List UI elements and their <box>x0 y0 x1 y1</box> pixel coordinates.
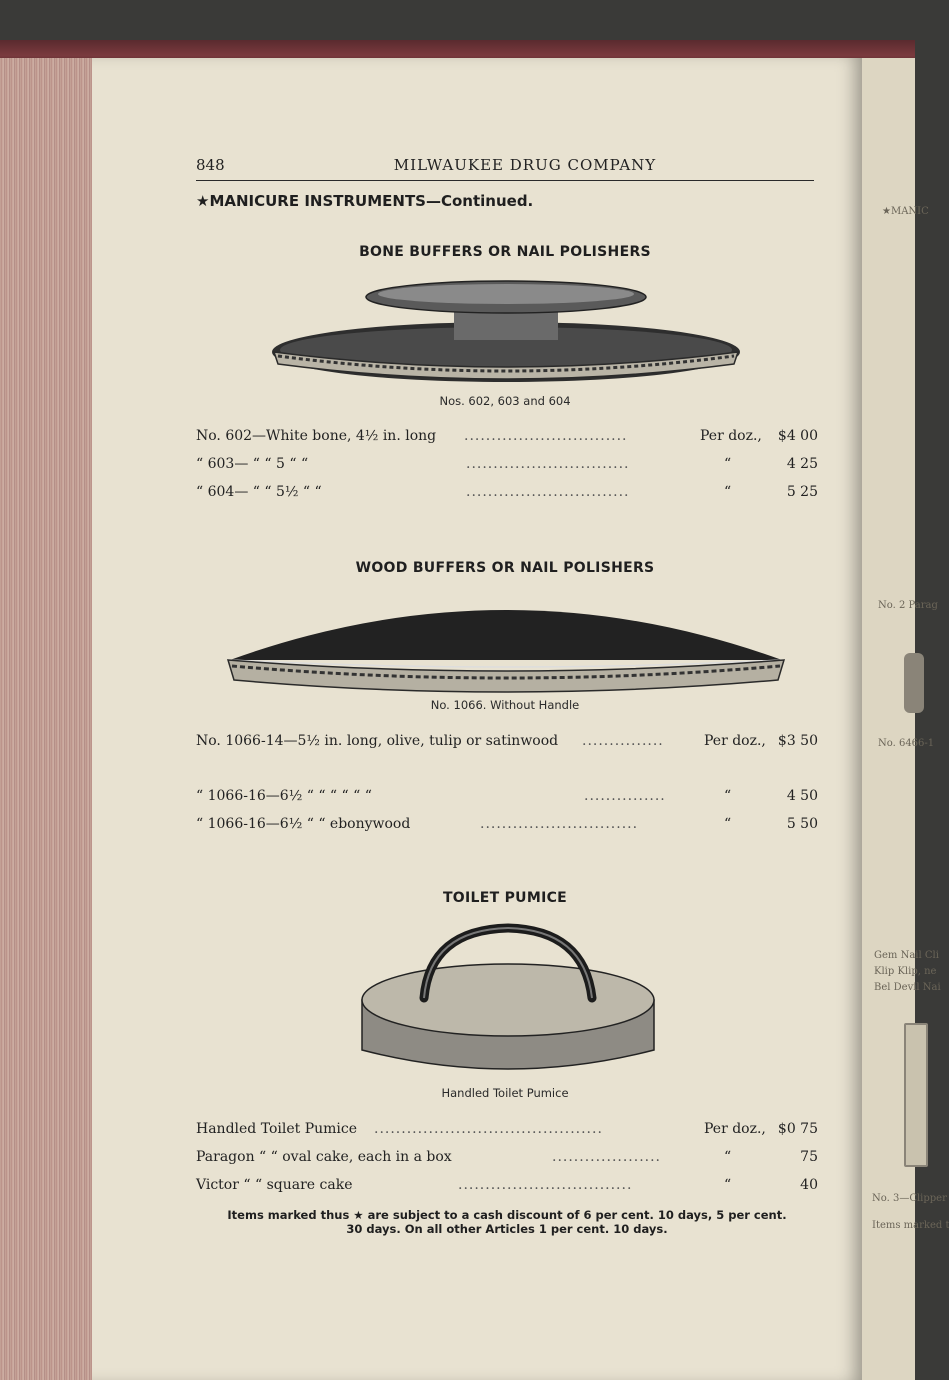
dot-leader: .............................. <box>466 484 630 500</box>
price-row <box>196 456 818 476</box>
toilet-pumice-illustration <box>358 920 658 1084</box>
item-price: 75 <box>800 1149 818 1165</box>
discount-note-line: 30 days. On all other Articles 1 per cent. 10 days. <box>346 1222 668 1236</box>
item-description: No. 602—White bone, 4½ in. long <box>196 428 437 444</box>
item-price: $4 00 <box>777 428 818 444</box>
price-row <box>196 1121 818 1141</box>
adjacent-illustration <box>904 1023 928 1167</box>
adjacent-fragment: No. 3—Clipper <box>872 1193 947 1204</box>
page-number: 848 <box>196 156 225 174</box>
adjacent-fragment: Items marked t <box>872 1220 949 1231</box>
toilet-pumice-title: TOILET PUMICE <box>442 890 568 906</box>
dot-leader: ............... <box>582 733 664 749</box>
adjacent-illustration <box>904 653 924 713</box>
page-edges <box>0 58 96 1380</box>
item-description: No. 1066-14—5½ in. long, olive, tulip or satinwood <box>196 733 559 749</box>
item-unit: Per doz., <box>704 733 766 749</box>
item-price: $3 50 <box>777 733 818 749</box>
item-unit: Per doz., <box>704 1121 766 1137</box>
bone-buffers-caption: Nos. 602, 603 and 604 <box>439 394 571 408</box>
running-header <box>196 154 814 181</box>
price-row <box>196 788 818 808</box>
item-description: “ 1066-16—6½ “ “ “ “ “ “ <box>196 788 372 804</box>
price-row <box>196 484 818 504</box>
item-unit: “ <box>724 1177 732 1193</box>
price-row <box>196 428 818 448</box>
price-row <box>196 1149 818 1169</box>
section-heading: ★MANICURE INSTRUMENTS—Continued. <box>196 192 534 210</box>
company-name: MILWAUKEE DRUG COMPANY <box>393 156 657 174</box>
item-unit: “ <box>724 788 732 804</box>
item-unit: “ <box>724 1149 732 1165</box>
wood-buffer-illustration <box>224 600 788 700</box>
item-description: Victor “ “ square cake <box>196 1177 353 1193</box>
discount-note <box>196 1208 818 1236</box>
dot-leader: .............................. <box>464 428 628 444</box>
price-row <box>196 816 818 836</box>
bone-buffers-title: BONE BUFFERS OR NAIL POLISHERS <box>359 244 651 260</box>
item-unit: “ <box>724 456 732 472</box>
dot-leader: .................... <box>552 1149 662 1165</box>
adjacent-fragment: Klip Klip, ne <box>874 966 937 977</box>
item-unit: Per doz., <box>700 428 762 444</box>
adjacent-fragment: Gem Nail Cli <box>874 950 939 961</box>
item-description: “ 603— “ “ 5 “ “ <box>196 456 309 472</box>
dot-leader: .............................. <box>466 456 630 472</box>
item-price: 4 25 <box>786 456 818 472</box>
item-price: 5 25 <box>786 484 818 500</box>
item-unit: “ <box>724 816 732 832</box>
dot-leader: ............... <box>584 788 666 804</box>
adjacent-fragment: No. 2 Parag <box>878 600 938 611</box>
item-description: “ 604— “ “ 5½ “ “ <box>196 484 322 500</box>
toilet-pumice-caption: Handled Toilet Pumice <box>441 1086 569 1100</box>
item-description: “ 1066-16—6½ “ “ ebonywood <box>196 816 411 832</box>
wood-buffers-caption: No. 1066. Without Handle <box>430 698 580 712</box>
dot-leader: ............................. <box>480 816 639 832</box>
price-row <box>196 733 818 753</box>
wood-buffers-title: WOOD BUFFERS OR NAIL POLISHERS <box>355 560 655 576</box>
item-description: Handled Toilet Pumice <box>196 1121 358 1137</box>
adjacent-page <box>862 58 949 1380</box>
discount-note-line: Items marked thus ★ are subject to a cash discount of 6 per cent. 10 days, 5 per cent. <box>227 1208 787 1222</box>
item-price: 5 50 <box>786 816 818 832</box>
adjacent-fragment: Bel Devil Nai <box>874 982 941 993</box>
dot-leader: .......................................... <box>374 1121 603 1137</box>
price-row <box>196 1177 818 1197</box>
item-price: 4 50 <box>786 788 818 804</box>
dot-leader: ................................ <box>458 1177 633 1193</box>
item-unit: “ <box>724 484 732 500</box>
item-price: $0 75 <box>777 1121 818 1137</box>
bone-buffer-illustration <box>268 270 744 392</box>
adjacent-fragment: No. 6466-1 <box>878 738 935 749</box>
adjacent-fragment: ★MANIC <box>882 206 929 217</box>
item-description: Paragon “ “ oval cake, each in a box <box>196 1149 452 1165</box>
item-price: 40 <box>800 1177 818 1193</box>
